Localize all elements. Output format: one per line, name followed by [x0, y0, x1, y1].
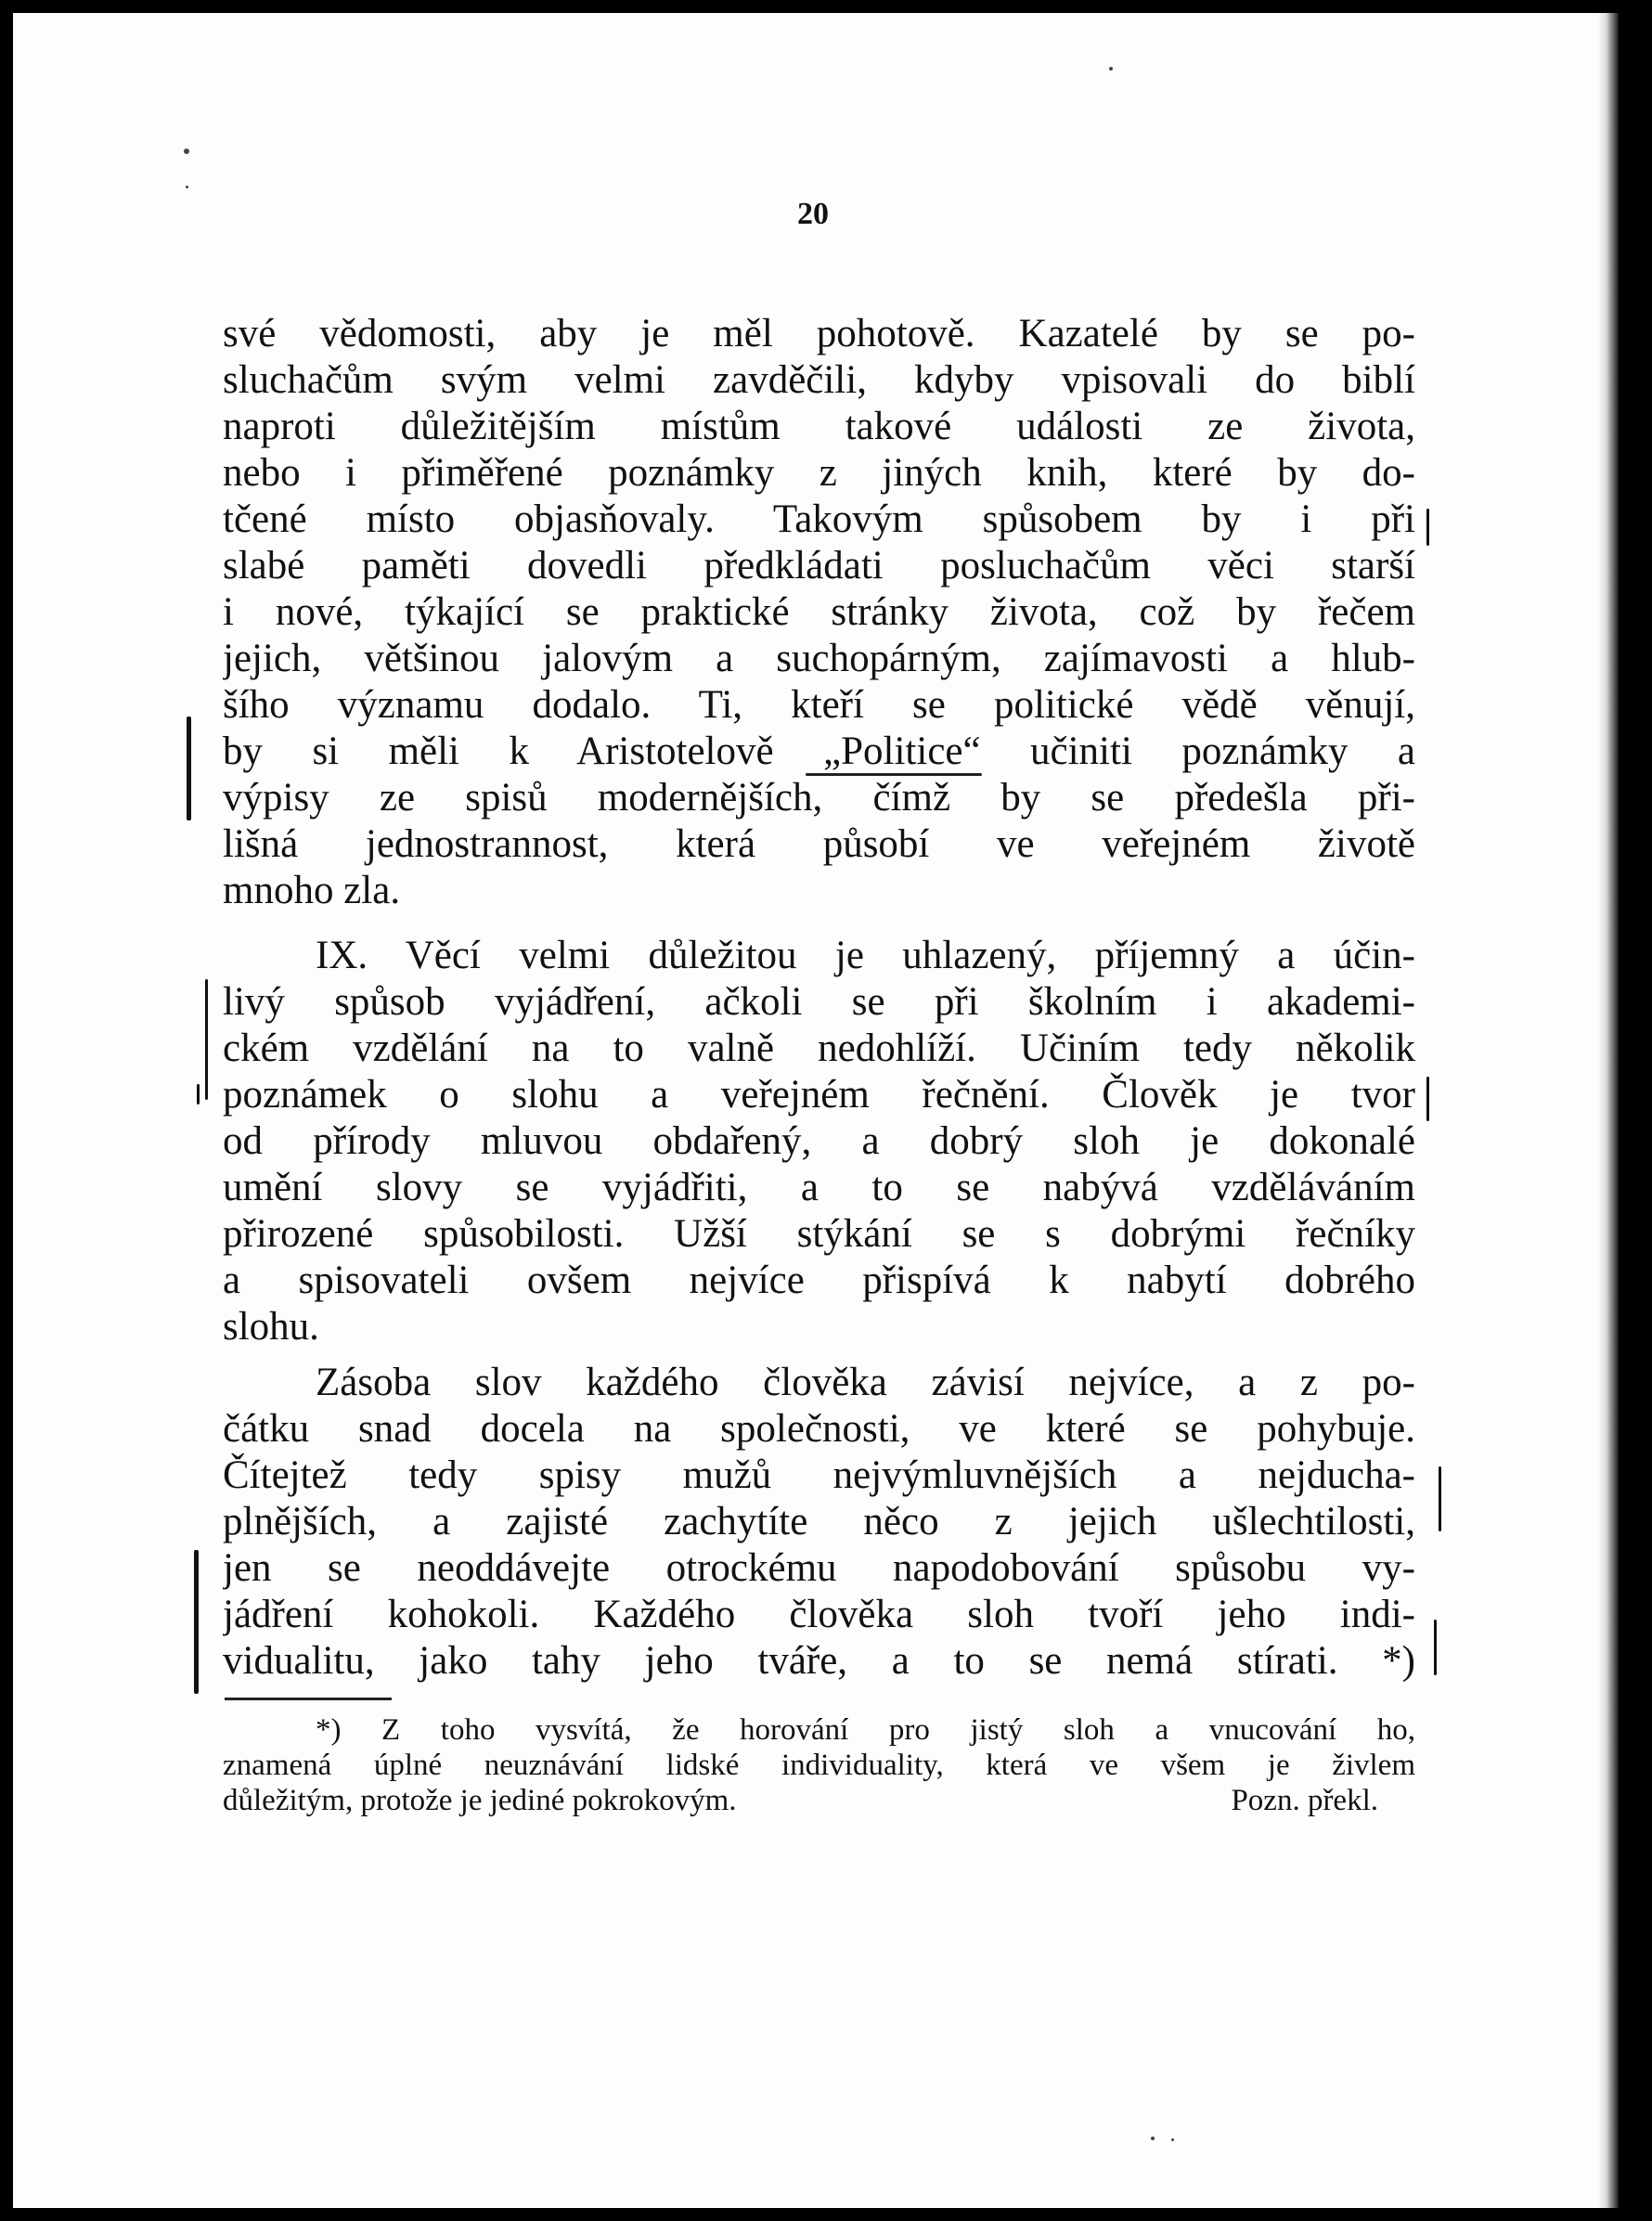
text-line: lišná jednostrannost, která působí ve veřejném životě	[223, 822, 1415, 866]
text-line: plnějších, a zajisté zachytíte něco z jejich ušlechtilosti,	[223, 1500, 1415, 1543]
text-line: přirozené spůsobilosti. Užší stýkání se s dobrými řečníky	[223, 1212, 1415, 1256]
footnote-last-line	[223, 1783, 1415, 1818]
margin-mark-left	[194, 1550, 199, 1694]
text-line: nebo i přiměřené poznámky z jiných knih, které by do-	[223, 451, 1415, 495]
text-line: naproti důležitějším místům takové události ze života,	[223, 405, 1415, 448]
speck	[186, 186, 188, 188]
text-line: IX. Věcí velmi důležitou je uhlazený, příjemný a účin-	[316, 934, 1415, 977]
ink-underline	[806, 773, 982, 776]
text-line: mnoho zla.	[223, 869, 401, 912]
speck	[184, 148, 189, 154]
speck	[1151, 2137, 1155, 2140]
text-line: výpisy ze spisů modernějších, čímž by se předešla při-	[223, 776, 1415, 820]
speck	[1171, 2138, 1174, 2141]
text-line: sluchačům svým velmi zavděčili, kdyby vpisovali do biblí	[223, 358, 1415, 402]
text-line: Zásoba slov každého člověka závisí nejvíce, a z po-	[316, 1361, 1415, 1404]
speck	[1109, 67, 1113, 71]
text-line: jádření kohokoli. Každého člověka sloh tvoří jeho indi-	[223, 1593, 1415, 1636]
text-line: a spisovateli ovšem nejvíce přispívá k nabytí dobrého	[223, 1259, 1415, 1302]
margin-mark-left	[187, 717, 191, 820]
margin-mark-right	[1426, 1077, 1429, 1121]
margin-mark-right	[1434, 1620, 1437, 1675]
footnote	[223, 1712, 1415, 1818]
text-line: jejich, většinou jalovým a suchopárným, zajímavosti a hlub-	[223, 637, 1415, 680]
margin-mark-right	[1426, 509, 1429, 546]
text-line: čátku snad docela na společnosti, ve které se pohybuje.	[223, 1407, 1415, 1451]
text-line: ckém vzdělání na to valně nedohlíží. Učiním tedy několik	[223, 1027, 1415, 1070]
text-line: slabé paměti dovedli předkládati posluchačům věci starší	[223, 544, 1415, 588]
margin-mark-left	[205, 979, 208, 1100]
paragraph-1	[223, 311, 1415, 914]
footnote-line: *) Z toho vysvítá, že horování pro jistý sloh a vnucování ho,	[316, 1713, 1415, 1747]
text-line: livý spůsob vyjádření, ačkoli se při školním i akademi-	[223, 980, 1415, 1024]
margin-mark-left	[197, 1084, 200, 1104]
page-number: 20	[797, 197, 829, 231]
margin-mark-right	[1439, 1466, 1441, 1531]
page-edge-shadow	[1598, 13, 1619, 2208]
text-line: své vědomosti, aby je měl pohotově. Kazatelé by se po-	[223, 312, 1415, 355]
text-line: od přírody mluvou obdařený, a dobrý sloh je dokonalé	[223, 1119, 1415, 1163]
footnote-text: důležitým, protože je jediné pokrokovým.	[223, 1784, 737, 1817]
text-line: šího významu dodalo. Ti, kteří se politické vědě věnují,	[223, 683, 1415, 727]
text-line: poznámek o slohu a veřejném řečnění. Člověk je tvor	[223, 1073, 1415, 1117]
text-line: jen se neoddávejte otrockému napodobování spůsobu vy-	[223, 1546, 1415, 1590]
text-line: umění slovy se vyjádřiti, a to se nabývá vzděláváním	[223, 1166, 1415, 1209]
text-line: vidualitu, jako tahy jeho tváře, a to se nemá stírati. *)	[223, 1639, 1415, 1683]
paragraph-3	[223, 1360, 1415, 1685]
text-line: i nové, týkající se praktické stránky života, což by řečem	[223, 590, 1415, 634]
footnote-divider	[225, 1698, 392, 1700]
footnote-line: znamená úplné neuznávání lidské individuality, která ve všem je živlem	[223, 1749, 1415, 1782]
text-line: slohu.	[223, 1305, 319, 1349]
footnote-attribution: Pozn. překl.	[1231, 1784, 1378, 1817]
text-line: tčené místo objasňovaly. Takovým spůsobem by i při	[223, 497, 1415, 541]
text-line: Čítejtež tedy spisy mužů nejvýmluvnějších a nejducha-	[223, 1453, 1415, 1497]
paragraph-2	[223, 933, 1415, 1350]
text-line: by si měli k Aristotelově „Politice“ učiniti poznámky a	[223, 730, 1415, 773]
